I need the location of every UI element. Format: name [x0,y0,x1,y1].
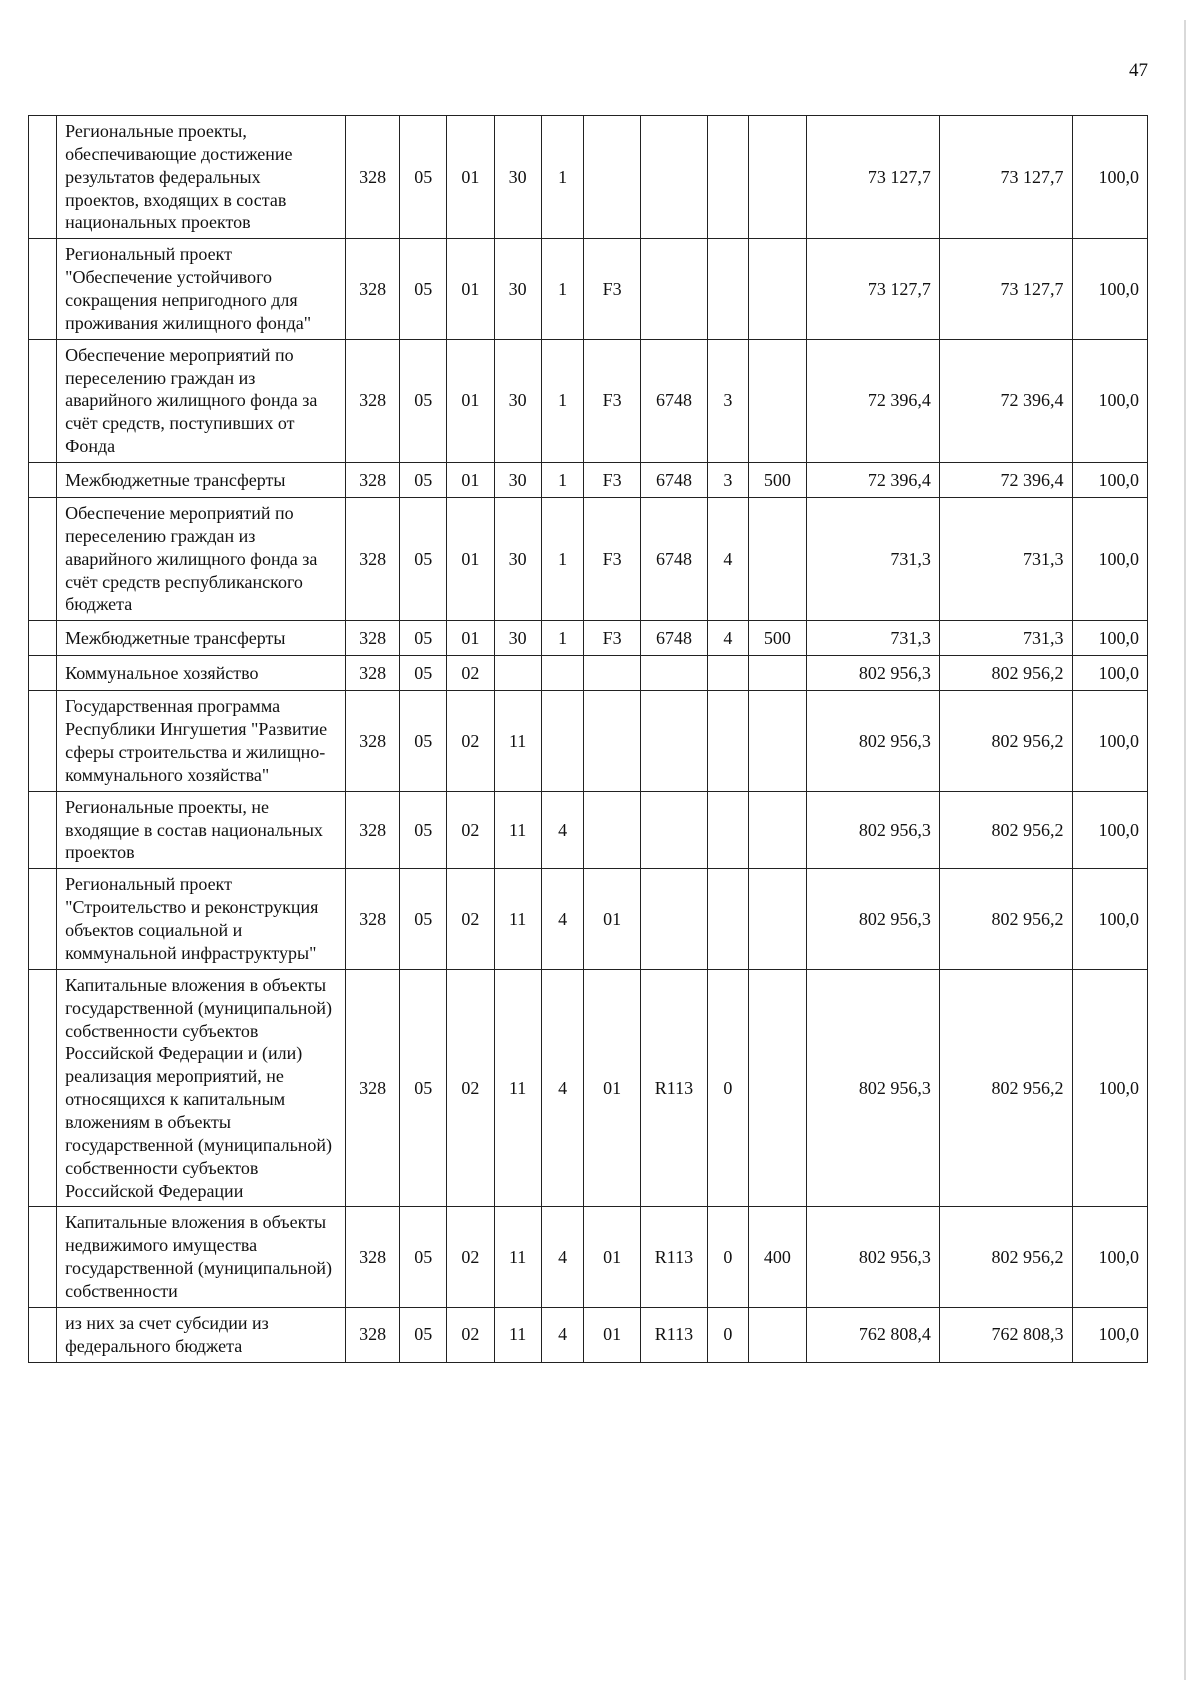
table-row [29,869,1148,969]
row-marker-cell [29,691,57,791]
code-program: 11 [494,691,541,791]
code-project [584,791,640,869]
code-section: 05 [400,498,447,621]
code-direction: R113 [640,969,707,1207]
row-marker-cell [29,339,57,462]
row-name: Региональный проект "Обеспечение устойчивого сокращения непригодного для проживания жилищного фонда" [57,239,346,339]
code-subsection: 02 [447,869,494,969]
code-section: 05 [400,656,447,691]
code-ministry: 328 [346,239,400,339]
code-project: F3 [584,463,640,498]
code-subprogram-type: 1 [541,463,584,498]
table-row [29,239,1148,339]
plan-amount: 72 396,4 [807,339,940,462]
plan-amount: 73 127,7 [807,239,940,339]
code-project: 01 [584,969,640,1207]
row-name: Региональные проекты, не входящие в состав национальных проектов [57,791,346,869]
code-ministry: 328 [346,339,400,462]
code-expense-type: 500 [748,621,806,656]
row-marker-cell [29,463,57,498]
actual-amount: 802 956,2 [939,1207,1072,1307]
row-name: Региональные проекты, обеспечивающие достижение результатов федеральных проектов, входящих в состав национальных проектов [57,116,346,239]
code-project: F3 [584,621,640,656]
code-program: 11 [494,1207,541,1307]
code-section: 05 [400,1207,447,1307]
code-expense-type [748,691,806,791]
code-program: 30 [494,339,541,462]
execution-percent: 100,0 [1072,498,1147,621]
code-ministry: 328 [346,656,400,691]
row-marker-cell [29,791,57,869]
actual-amount: 73 127,7 [939,239,1072,339]
code-expense-type: 500 [748,463,806,498]
execution-percent: 100,0 [1072,656,1147,691]
code-section: 05 [400,791,447,869]
code-subprogram-type: 4 [541,969,584,1207]
code-ministry: 328 [346,498,400,621]
code-program: 30 [494,239,541,339]
code-direction-part: 0 [708,969,748,1207]
table-row [29,463,1148,498]
code-subsection: 02 [447,691,494,791]
code-expense-type [748,239,806,339]
table-row [29,691,1148,791]
code-subsection: 01 [447,339,494,462]
code-section: 05 [400,239,447,339]
actual-amount: 802 956,2 [939,969,1072,1207]
code-direction: R113 [640,1207,707,1307]
row-marker-cell [29,239,57,339]
code-direction: R113 [640,1307,707,1362]
code-program [494,656,541,691]
row-name: Капитальные вложения в объекты недвижимого имущества государственной (муниципальной) собственности [57,1207,346,1307]
code-project: F3 [584,239,640,339]
code-subprogram-type: 1 [541,116,584,239]
plan-amount: 802 956,3 [807,1207,940,1307]
actual-amount: 72 396,4 [939,339,1072,462]
code-direction-part [708,869,748,969]
row-name: Коммунальное хозяйство [57,656,346,691]
code-subsection: 02 [447,656,494,691]
code-project: F3 [584,339,640,462]
code-direction-part [708,691,748,791]
actual-amount: 802 956,2 [939,656,1072,691]
code-ministry: 328 [346,869,400,969]
actual-amount: 802 956,2 [939,869,1072,969]
plan-amount: 802 956,3 [807,869,940,969]
code-subsection: 01 [447,463,494,498]
table-row [29,791,1148,869]
execution-percent: 100,0 [1072,791,1147,869]
code-subsection: 01 [447,498,494,621]
plan-amount: 72 396,4 [807,463,940,498]
plan-amount: 762 808,4 [807,1307,940,1362]
code-subsection: 02 [447,969,494,1207]
row-name: из них за счет субсидии из федерального бюджета [57,1307,346,1362]
code-expense-type [748,1307,806,1362]
code-subprogram-type: 1 [541,621,584,656]
code-subprogram-type: 1 [541,339,584,462]
row-name: Межбюджетные трансферты [57,621,346,656]
code-subsection: 01 [447,239,494,339]
code-expense-type [748,498,806,621]
actual-amount: 72 396,4 [939,463,1072,498]
code-subprogram-type: 1 [541,498,584,621]
row-name: Региональный проект "Строительство и реконструкция объектов социальной и коммунальной инфраструктуры" [57,869,346,969]
code-subsection: 02 [447,1207,494,1307]
code-section: 05 [400,463,447,498]
row-name: Капитальные вложения в объекты государственной (муниципальной) собственности субъектов Российской Федерации и (или) реализация мероприятий, не относящихся к капитальным вложениям в объекты государственной (муниципальной) собственности субъектов Российской Федерации [57,969,346,1207]
table-row [29,1207,1148,1307]
code-program: 11 [494,969,541,1207]
execution-percent: 100,0 [1072,969,1147,1207]
row-marker-cell [29,656,57,691]
row-marker-cell [29,1207,57,1307]
execution-percent: 100,0 [1072,691,1147,791]
code-section: 05 [400,116,447,239]
row-marker-cell [29,621,57,656]
execution-percent: 100,0 [1072,339,1147,462]
row-name: Обеспечение мероприятий по переселению граждан из аварийного жилищного фонда за счёт средств республиканского бюджета [57,498,346,621]
code-direction [640,691,707,791]
table-row [29,621,1148,656]
code-direction-part: 4 [708,498,748,621]
code-direction-part [708,116,748,239]
plan-amount: 731,3 [807,621,940,656]
plan-amount: 802 956,3 [807,656,940,691]
actual-amount: 762 808,3 [939,1307,1072,1362]
code-direction [640,869,707,969]
code-expense-type [748,791,806,869]
execution-percent: 100,0 [1072,1207,1147,1307]
execution-percent: 100,0 [1072,239,1147,339]
code-ministry: 328 [346,791,400,869]
code-direction-part: 3 [708,463,748,498]
code-ministry: 328 [346,1307,400,1362]
plan-amount: 802 956,3 [807,691,940,791]
row-marker-cell [29,1307,57,1362]
code-subprogram-type: 4 [541,869,584,969]
code-ministry: 328 [346,691,400,791]
budget-table [28,115,1148,1363]
code-direction-part [708,791,748,869]
execution-percent: 100,0 [1072,116,1147,239]
code-section: 05 [400,869,447,969]
code-direction [640,239,707,339]
row-marker-cell [29,498,57,621]
table-row [29,969,1148,1207]
execution-percent: 100,0 [1072,621,1147,656]
code-expense-type [748,339,806,462]
code-expense-type [748,969,806,1207]
code-ministry: 328 [346,969,400,1207]
table-row [29,116,1148,239]
plan-amount: 802 956,3 [807,969,940,1207]
page-number: 47 [1129,60,1148,81]
code-ministry: 328 [346,116,400,239]
actual-amount: 731,3 [939,498,1072,621]
code-subprogram-type: 1 [541,239,584,339]
actual-amount: 73 127,7 [939,116,1072,239]
table-row [29,1307,1148,1362]
code-subprogram-type [541,691,584,791]
code-project: 01 [584,869,640,969]
code-program: 11 [494,1307,541,1362]
code-project [584,116,640,239]
code-subsection: 02 [447,1307,494,1362]
code-direction [640,791,707,869]
code-program: 30 [494,116,541,239]
row-marker-cell [29,869,57,969]
execution-percent: 100,0 [1072,463,1147,498]
code-subsection: 01 [447,621,494,656]
plan-amount: 802 956,3 [807,791,940,869]
code-direction-part [708,239,748,339]
code-direction-part: 0 [708,1307,748,1362]
code-subprogram-type: 4 [541,1307,584,1362]
table-body [29,116,1148,1363]
code-section: 05 [400,339,447,462]
code-subsection: 02 [447,791,494,869]
code-direction-part: 0 [708,1207,748,1307]
code-expense-type [748,869,806,969]
code-direction-part: 3 [708,339,748,462]
code-expense-type [748,116,806,239]
code-ministry: 328 [346,621,400,656]
code-direction: 6748 [640,339,707,462]
code-project: 01 [584,1307,640,1362]
code-direction-part: 4 [708,621,748,656]
actual-amount: 731,3 [939,621,1072,656]
scan-edge-line [1184,20,1186,1680]
code-subsection: 01 [447,116,494,239]
row-marker-cell [29,116,57,239]
code-direction-part [708,656,748,691]
code-direction: 6748 [640,463,707,498]
code-program: 11 [494,791,541,869]
code-subprogram-type: 4 [541,791,584,869]
code-direction [640,656,707,691]
code-project [584,656,640,691]
plan-amount: 73 127,7 [807,116,940,239]
plan-amount: 731,3 [807,498,940,621]
code-program: 30 [494,498,541,621]
row-name: Государственная программа Республики Ингушетия "Развитие сферы строительства и жилищно-коммунального хозяйства" [57,691,346,791]
code-section: 05 [400,969,447,1207]
code-project [584,691,640,791]
code-subprogram-type [541,656,584,691]
table-row [29,656,1148,691]
code-expense-type [748,656,806,691]
code-program: 30 [494,621,541,656]
code-section: 05 [400,621,447,656]
code-direction [640,116,707,239]
execution-percent: 100,0 [1072,869,1147,969]
code-project: F3 [584,498,640,621]
row-name: Межбюджетные трансферты [57,463,346,498]
row-marker-cell [29,969,57,1207]
code-program: 30 [494,463,541,498]
code-direction: 6748 [640,498,707,621]
table-row [29,339,1148,462]
actual-amount: 802 956,2 [939,691,1072,791]
execution-percent: 100,0 [1072,1307,1147,1362]
code-program: 11 [494,869,541,969]
code-ministry: 328 [346,1207,400,1307]
code-project: 01 [584,1207,640,1307]
actual-amount: 802 956,2 [939,791,1072,869]
code-section: 05 [400,691,447,791]
row-name: Обеспечение мероприятий по переселению граждан из аварийного жилищного фонда за счёт средств, поступивших от Фонда [57,339,346,462]
code-subprogram-type: 4 [541,1207,584,1307]
code-expense-type: 400 [748,1207,806,1307]
code-ministry: 328 [346,463,400,498]
code-section: 05 [400,1307,447,1362]
code-direction: 6748 [640,621,707,656]
table-row [29,498,1148,621]
